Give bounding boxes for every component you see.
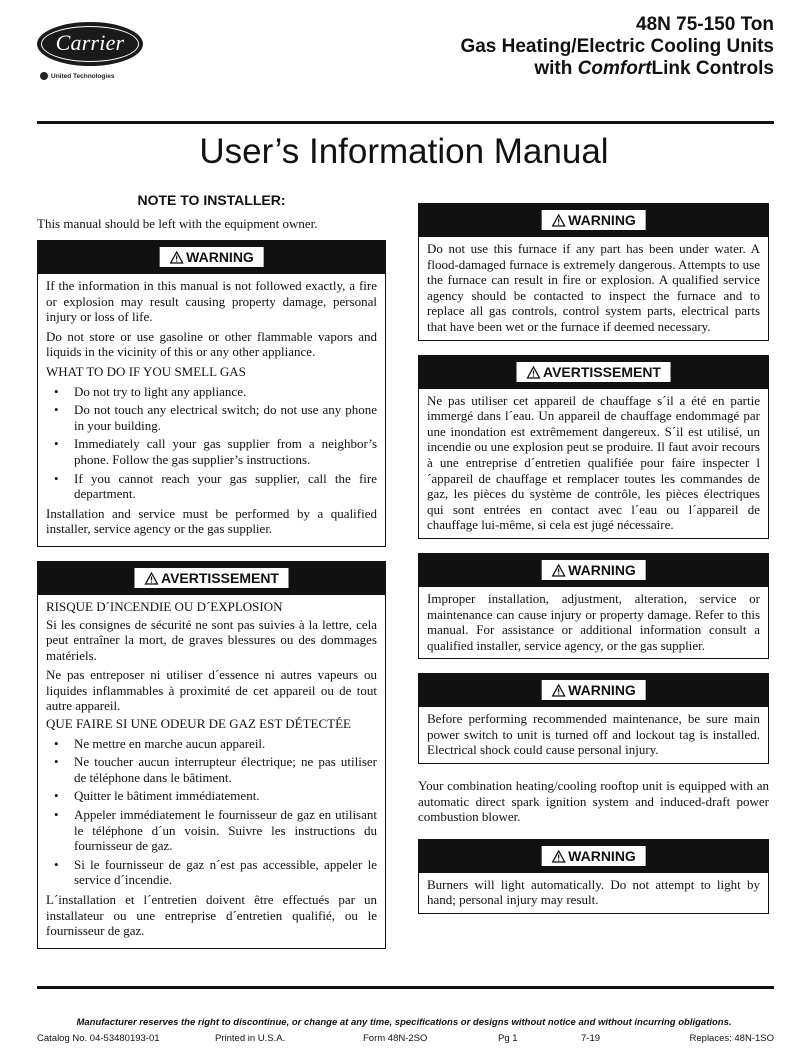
parent-company: United Technologies — [51, 72, 115, 80]
warning-box-maintenance — [418, 673, 769, 764]
list-item: • Do not try to light any appliance. — [54, 383, 247, 399]
warning-label: WARNING — [186, 249, 254, 265]
carrier-logo — [37, 22, 143, 66]
list-item: • Do not touch any electrical switch; do not use any phone in your building. — [54, 402, 377, 433]
warning-label: WARNING — [568, 561, 636, 578]
warning-body: Burners will light automatically. Do not attempt to light by hand; personal injury may result. — [427, 876, 760, 908]
warning-body — [38, 274, 385, 546]
warning-paragraph: If the information in this manual is not followed exactly, a fire or explosion may result causing property damage, personal injury or loss of life. — [46, 278, 377, 325]
list-item: • Immediately call your gas supplier from a neighbor’s phone. Follow the gas supplier’s instructions. — [54, 436, 377, 467]
printed-in: Printed in U.S.A. — [215, 1033, 286, 1044]
avertissement-box-gaz — [37, 561, 386, 949]
warning-paragraph: Installation and service must be performed by a qualified installer, service agency or the gas supplier. — [46, 505, 377, 537]
avertissement-box-inondation — [418, 355, 769, 539]
avertissement-body — [38, 595, 385, 948]
list-item: • Si le fournisseur de gaz n´est pas accessible, appeler le service d´incendie. — [54, 856, 377, 888]
unit-description: Your combination heating/cooling rooftop unit is equipped with an automatic direct spark ignition system and induced-draft power combustion blower. — [418, 778, 769, 825]
page-title: User’s Information Manual — [199, 132, 609, 171]
warning-label: WARNING — [568, 212, 636, 228]
avertissement-label: AVERTISSEMENT — [161, 569, 279, 586]
catalog-number: Catalog No. 04-53480193-01 — [37, 1033, 160, 1044]
list-item: • Ne toucher aucun interrupteur électrique; ne pas utiliser de téléphone dans le bâtiment. — [54, 754, 377, 785]
warning-paragraph: Do not store or use gasoline or other flammable vapors and liquids in the vicinity of this or any other appliance. — [46, 328, 377, 360]
warning-triangle-icon — [551, 850, 565, 863]
ut-icon — [40, 72, 48, 80]
avertissement-header — [38, 562, 385, 595]
warning-box-gas — [37, 240, 386, 547]
avertissement-label: AVERTISSEMENT — [543, 363, 661, 380]
warning-triangle-icon — [169, 251, 183, 264]
warning-triangle-icon — [526, 366, 540, 379]
header-divider — [37, 121, 774, 124]
warning-box-flood — [418, 203, 769, 341]
warning-triangle-icon — [551, 684, 565, 697]
logo-text: Carrier — [55, 30, 125, 55]
avertissement-paragraph: QUE FAIRE SI UNE ODEUR DE GAZ EST DÉTECTÉE — [46, 716, 351, 732]
warning-label: WARNING — [568, 682, 636, 699]
united-technologies-mark — [40, 72, 114, 80]
avertissement-paragraph: RISQUE D´INCENDIE OU D´EXPLOSION — [46, 598, 283, 614]
warning-header — [38, 241, 385, 274]
note-heading: NOTE TO INSTALLER: — [137, 192, 286, 208]
replaces: Replaces: 48N-1SO — [689, 1033, 774, 1044]
warning-label: WARNING — [568, 847, 636, 864]
list-item: • Appeler immédiatement le fournisseur de gaz en utilisant le téléphone d´un voisin. Suivre les instructions du fournisseur de gaz. — [54, 807, 377, 854]
warning-triangle-icon — [551, 214, 565, 227]
avertissement-paragraph: Ne pas entreposer ni utiliser d´essence ni autres vapeurs ou liquides inflammables à proximité de cet appareil ou de tout autre appareil. — [46, 667, 377, 714]
footer-divider — [37, 986, 774, 989]
avertissement-body: Ne pas utiliser cet appareil de chauffage s´il a été en partie immergé dans l´eau. Un appareil de chauffage endommagé par une inondation est extrêmement dangereux. S´il est utilisé, un incendie ou une explosion peut se produire. Il faut avoir recours à une entreprise d´entretien qualifiée pour faire inspecter l´appareil de chauffage et remplacer toutes les commandes de gaz, les pièces du système de contrôle, les pièces électriques qui sont entrées en contact avec l´eau ou l´appareil de chauffage lui-même, si cela est jugé nécessaire. — [427, 392, 760, 533]
warning-triangle-icon — [144, 572, 158, 585]
page-number: Pg 1 — [498, 1033, 518, 1044]
odeur-gaz-list — [46, 736, 377, 888]
form-number: Form 48N-2SO — [363, 1033, 428, 1044]
warning-body: Before performing recommended maintenance, be sure main power switch to unit is turned off and lockout tag is installed. Electrical shock could cause personal injury. — [427, 711, 760, 758]
date-code: 7-19 — [581, 1033, 601, 1044]
warning-box-burners — [418, 839, 769, 914]
product-line1: 48N 75-150 Ton — [636, 14, 774, 35]
note-text: This manual should be left with the equipment owner. — [37, 216, 318, 231]
warning-body: Do not use this furnace if any part has been under water. A flood-damaged furnace is extremely dangerous. Attempts to use the furnace can result in fire or explosion. A qualified service agency should be contacted to inspect the furnace and to replace all gas controls, control system parts, electrical parts that have been wet or the furnace if deemed necessary. — [427, 241, 760, 334]
product-line2: Gas Heating/Electric Cooling Units — [460, 36, 774, 57]
list-item: • Ne mettre en marche aucun appareil. — [54, 735, 266, 751]
warning-box-installation — [418, 553, 769, 659]
product-title — [460, 14, 774, 80]
avertissement-paragraph: Si les consignes de sécurité ne sont pas suivies à la lettre, cela peut entraîner la mort, de graves blessures ou des dommages matériels. — [46, 616, 377, 663]
warning-paragraph: WHAT TO DO IF YOU SMELL GAS — [46, 363, 246, 379]
product-line3: with ComfortLink Controls — [534, 58, 774, 79]
warning-body: Improper installation, adjustment, alteration, service or maintenance can cause injury or property damage. Refer to this manual. For assistance or additional information consult a qualified installer, service agency, or the gas supplier. — [427, 590, 760, 653]
avertissement-paragraph: L´installation et l´entretien doivent être effectués par un installateur ou une entreprise d´entretien qualifié, ou le fournisseur de gaz. — [46, 892, 377, 939]
right-column — [418, 203, 769, 928]
left-column — [37, 192, 386, 963]
footer-notice: Manufacturer reserves the right to discontinue, or change at any time, specifications or designs without notice and without incurring obligations. — [76, 1017, 732, 1028]
gas-smell-list — [46, 384, 377, 502]
warning-triangle-icon — [551, 564, 565, 577]
list-item: • If you cannot reach your gas supplier, call the fire department. — [54, 470, 377, 502]
list-item: • Quitter le bâtiment immédiatement. — [54, 788, 260, 804]
